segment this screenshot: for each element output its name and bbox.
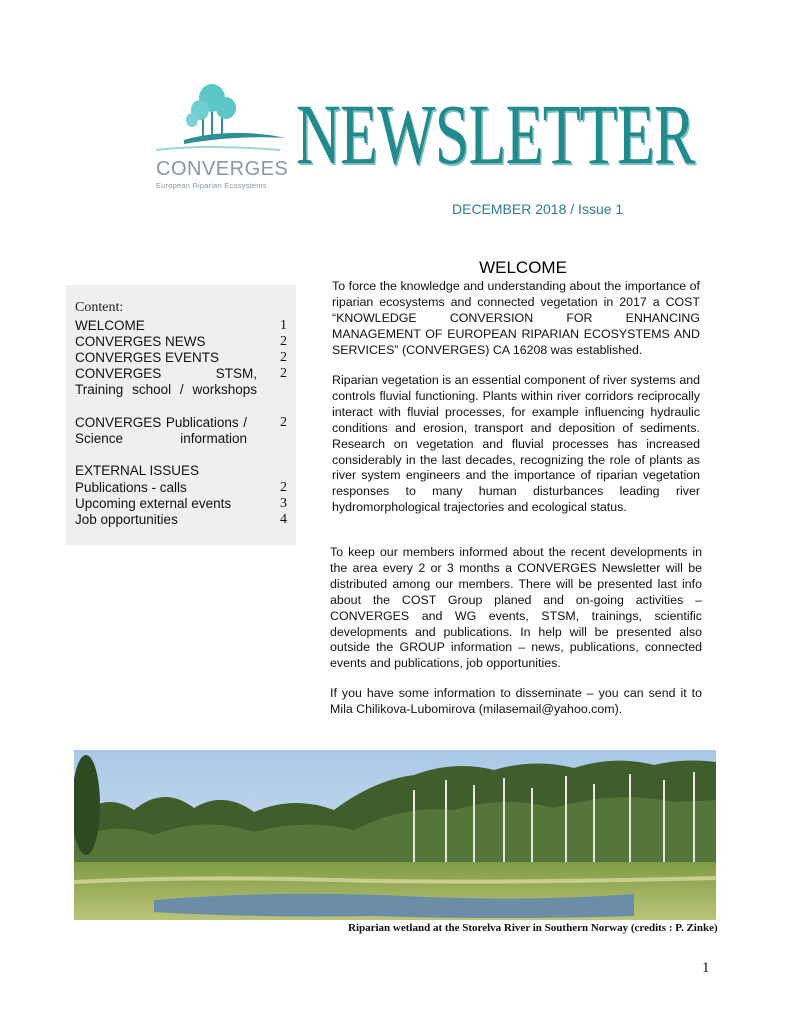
toc-item[interactable] [75,350,287,366]
toc-item[interactable] [75,480,287,496]
toc-item-label: Job opportunities [75,512,178,527]
toc-item-label: CONVERGES Publications / Science information [75,415,247,447]
contents-heading: Content: [75,300,124,315]
toc-item-page: 2 [280,334,287,349]
contact-paragraph: If you have some information to disseminate – you can send it to Mila Chilikova-Lubomirova (milasemail@yahoo.com). [330,686,702,716]
toc-item-label: WELCOME [75,318,145,333]
toc-item-label: EXTERNAL ISSUES [75,463,200,478]
logo-wordmark: CONVERGES [156,158,289,180]
toc-item-label: Upcoming external events [75,496,232,511]
converges-logo [150,80,290,195]
toc-item[interactable] [75,415,287,448]
page-number: 1 [702,960,710,976]
table-of-contents [66,285,296,545]
toc-item[interactable] [75,463,287,479]
landscape-image [74,750,716,920]
toc-item[interactable] [75,496,287,512]
toc-item-page: 2 [280,480,287,495]
toc-item-page: 2 [280,366,287,381]
riparian-paragraph: Riparian vegetation is an essential component of river systems and controls fluvial functioning. Plants within river corridors reciprocally interact with fluvial processes, for example influencing hydraulic conditions and erosion, transport and deposition of sediments. Research on vegetation and fluvial processes has increased considerably in the last decades, recognizing the role of plants as river system engineers and the importance of riparian vegetation responses to many human disturbances leading river hydromorphological trajectories and ecological status. [332,373,700,515]
toc-item-label: CONVERGES STSM, Training school / workshops [75,366,257,398]
toc-item-page: 4 [280,512,287,527]
welcome-heading: WELCOME [479,258,567,277]
intro-paragraph: To force the knowledge and understanding about the importance of riparian ecosystems and connected vegetation in 2017 a COST “KNOWLEDGE CONVERSION FOR ENHANCING MANAGEMENT OF EUROPEAN RIPARIAN ECOSYSTEMS AND SERVICES” (CONVERGES) CA 16208 was established. [332,279,700,357]
toc-item[interactable] [75,334,287,350]
newsletter-title: NEWSLETTER [296,86,695,182]
issue-date: DECEMBER 2018 / Issue 1 [452,201,624,217]
toc-item-page: 3 [280,496,287,511]
toc-item-page: 2 [280,350,287,365]
masthead [296,82,695,186]
toc-item-label: CONVERGES EVENTS [75,350,220,365]
tree-logo-icon [150,80,290,160]
photo-caption: Riparian wetland at the Storelva River in Southern Norway (credits : P. Zinke) [348,922,718,934]
toc-item[interactable] [75,318,287,334]
logo-tagline: European Riparian Ecosystems [156,181,267,190]
toc-item-label: Publications - calls [75,480,187,495]
newsletter-info-paragraph: To keep our members informed about the recent developments in the area every 2 or 3 months a CONVERGES Newsletter will be distributed among our members. There will be presented last info about the COST Group planed and on-going activities – CONVERGES and WG events, STSM, trainings, scientific developments and publications. In help will be presented also outside the GROUP information – news, publications, connected events and publications, job opportunities. [330,545,702,671]
toc-item[interactable] [75,512,287,528]
toc-item-page: 2 [280,415,287,430]
toc-item[interactable] [75,366,287,399]
toc-item-label: CONVERGES NEWS [75,334,206,349]
riparian-wetland-photo [74,750,716,920]
toc-item-page: 1 [280,318,287,333]
